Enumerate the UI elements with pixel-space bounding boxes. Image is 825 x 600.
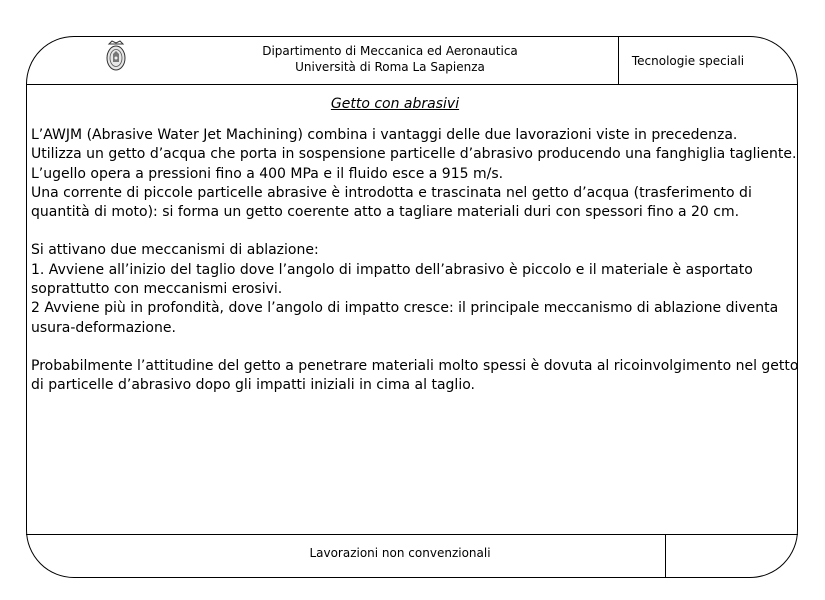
text-line: quantità di moto): si forma un getto coerente atto a tagliare materiali duri con spessori fino a 20 cm. — [31, 204, 740, 221]
paragraph-ablation-mechanisms — [31, 241, 799, 337]
footer-section-name: Lavorazioni non convenzionali — [309, 546, 491, 560]
department-name: Dipartimento di Meccanica ed Aeronautica — [262, 44, 518, 58]
header-divider — [26, 84, 798, 85]
header-institution — [210, 43, 570, 75]
text-line: L’ugello opera a pressioni fino a 400 MPa e il fluido esce a 915 m/s. — [31, 165, 504, 182]
text-line: Una corrente di piccole particelle abrasive è introdotta e trascinata nel getto d’acqua (trasferimento di — [31, 184, 752, 201]
footer-divider — [26, 534, 798, 535]
course-name: Tecnologie speciali — [631, 54, 745, 68]
text-line: usura-deformazione. — [31, 319, 176, 336]
text-line: Probabilmente l’attitudine del getto a penetrare materiali molto spessi è dovuta al ricoinvolgimento nel getto — [31, 357, 799, 374]
text-line: di particelle d’abrasivo dopo gli impatti iniziali in cima al taglio. — [31, 377, 475, 394]
paragraph-awjm-overview — [31, 126, 799, 222]
slide-title: Getto con abrasivi — [330, 96, 460, 112]
university-name: Università di Roma La Sapienza — [295, 60, 485, 74]
text-line: soprattutto con meccanismi erosivi. — [31, 281, 283, 298]
university-seal-icon — [104, 40, 128, 74]
text-line: L’AWJM (Abrasive Water Jet Machining) combina i vantaggi delle due lavorazioni viste in precedenza. — [31, 127, 738, 143]
slide-body — [31, 126, 799, 415]
text-line: Si attivano due meccanismi di ablazione: — [31, 242, 319, 259]
text-line: Utilizza un getto d’acqua che porta in sospensione particelle d’abrasivo producendo una fanghiglia tagliente. — [31, 146, 797, 163]
footer-column-divider — [665, 534, 666, 578]
text-line: 2 Avviene più in profondità, dove l’angolo di impatto cresce: il principale meccanismo di ablazione diventa — [31, 300, 779, 317]
text-line: 1. Avviene all’inizio del taglio dove l’angolo di impatto dell’abrasivo è piccolo e il materiale è asportato — [31, 261, 753, 278]
paragraph-penetration — [31, 357, 799, 396]
